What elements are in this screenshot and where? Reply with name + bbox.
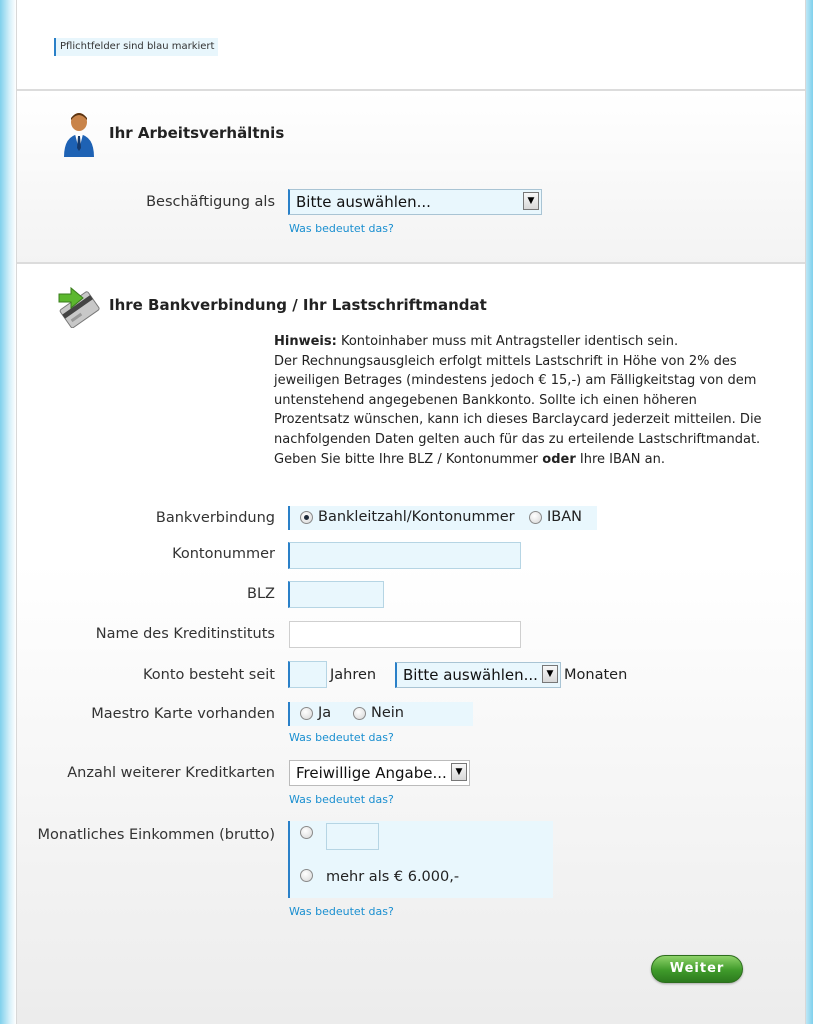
chevron-down-icon[interactable]: ▼ <box>542 665 558 683</box>
credit-cards-select[interactable] <box>289 760 470 786</box>
bank-hint-text <box>274 332 774 469</box>
account-number-input[interactable] <box>288 542 521 569</box>
account-since-years-input[interactable] <box>288 661 327 688</box>
hint-bold-label: Hinweis: <box>274 334 337 349</box>
radio-iban-label: IBAN <box>547 509 582 525</box>
maestro-label: Maestro Karte vorhanden <box>91 706 275 722</box>
cards-select-value: Freiwillige Angabe... <box>296 764 447 782</box>
employment-section-title: Ihr Arbeitsverhältnis <box>109 124 285 142</box>
weiter-button[interactable]: Weiter <box>651 955 743 983</box>
employment-help-link[interactable]: Was bedeutet das? <box>289 222 394 235</box>
income-amount-input[interactable] <box>326 823 379 850</box>
account-label: Kontonummer <box>172 546 275 562</box>
radio-blz-label: Bankleitzahl/Kontonummer <box>318 509 515 525</box>
bank-section-title: Ihre Bankverbindung / Ihr Lastschriftmandat <box>109 296 487 314</box>
months-select-value: Bitte auswählen... <box>403 666 538 684</box>
credit-card-arrow-icon <box>57 284 105 328</box>
chevron-down-icon[interactable]: ▼ <box>451 763 467 781</box>
blz-input[interactable] <box>288 581 384 608</box>
credit-cards-help-link[interactable]: Was bedeutet das? <box>289 793 394 806</box>
income-option-group <box>288 821 553 898</box>
account-since-months-select[interactable] <box>395 662 561 688</box>
hint-last-bold: oder <box>542 451 576 467</box>
bank-label: Bankverbindung <box>155 510 275 526</box>
maestro-help-link[interactable]: Was bedeutet das? <box>289 731 394 744</box>
institute-name-input[interactable] <box>289 621 521 648</box>
person-icon <box>61 110 97 158</box>
radio-maestro-no[interactable] <box>353 707 366 720</box>
employment-label: Beschäftigung als <box>146 194 275 210</box>
credit-cards-label: Anzahl weiterer Kreditkarten <box>67 765 275 781</box>
bank-option-group <box>288 506 597 530</box>
maestro-yes-label: Ja <box>318 705 332 721</box>
employment-select-value: Bitte auswählen... <box>296 193 431 211</box>
years-label: Jahren <box>330 667 377 683</box>
hint-last-post: Ihre IBAN an. <box>575 451 665 467</box>
income-over-6000-label: mehr als € 6.000,- <box>326 869 460 885</box>
radio-blz-kontonummer[interactable] <box>300 511 313 524</box>
divider <box>17 262 805 264</box>
employment-select[interactable] <box>288 189 542 215</box>
maestro-option-group <box>288 702 473 726</box>
hint-last-pre: Geben Sie bitte Ihre BLZ / Kontonummer <box>274 451 543 467</box>
required-fields-hint: Pflichtfelder sind blau markiert <box>54 38 218 56</box>
radio-income-over-6000[interactable] <box>300 869 313 882</box>
radio-income-amount[interactable] <box>300 826 313 839</box>
radio-maestro-yes[interactable] <box>300 707 313 720</box>
months-label: Monaten <box>564 667 628 683</box>
income-help-link[interactable]: Was bedeutet das? <box>289 905 394 918</box>
chevron-down-icon[interactable]: ▼ <box>523 192 539 210</box>
blz-label: BLZ <box>247 586 275 602</box>
institute-label: Name des Kreditinstituts <box>95 626 275 642</box>
hint-line1: Kontoinhaber muss mit Antragsteller identisch sein. <box>336 334 679 349</box>
employment-section <box>17 91 805 263</box>
radio-iban[interactable] <box>529 511 542 524</box>
hint-body: Der Rechnungsausgleich erfolgt mittels Lastschrift in Höhe von 2% des jeweiligen Betrages (mindestens jedoch € 15,-) am Fälligkeitstag von dem untenstehend angegebenen Bankkonto. Sollte ich einen höheren Prozentsatz wünschen, kann ich dieses Barclaycard jederzeit mitteilen. Die nachfolgenden Daten gelten auch für das zu erteilende Lastschriftmandat. <box>274 353 762 447</box>
form-page <box>16 0 806 1024</box>
income-label: Monatliches Einkommen (brutto) <box>37 827 275 843</box>
account-since-label: Konto besteht seit <box>143 667 275 683</box>
maestro-no-label: Nein <box>371 705 404 721</box>
